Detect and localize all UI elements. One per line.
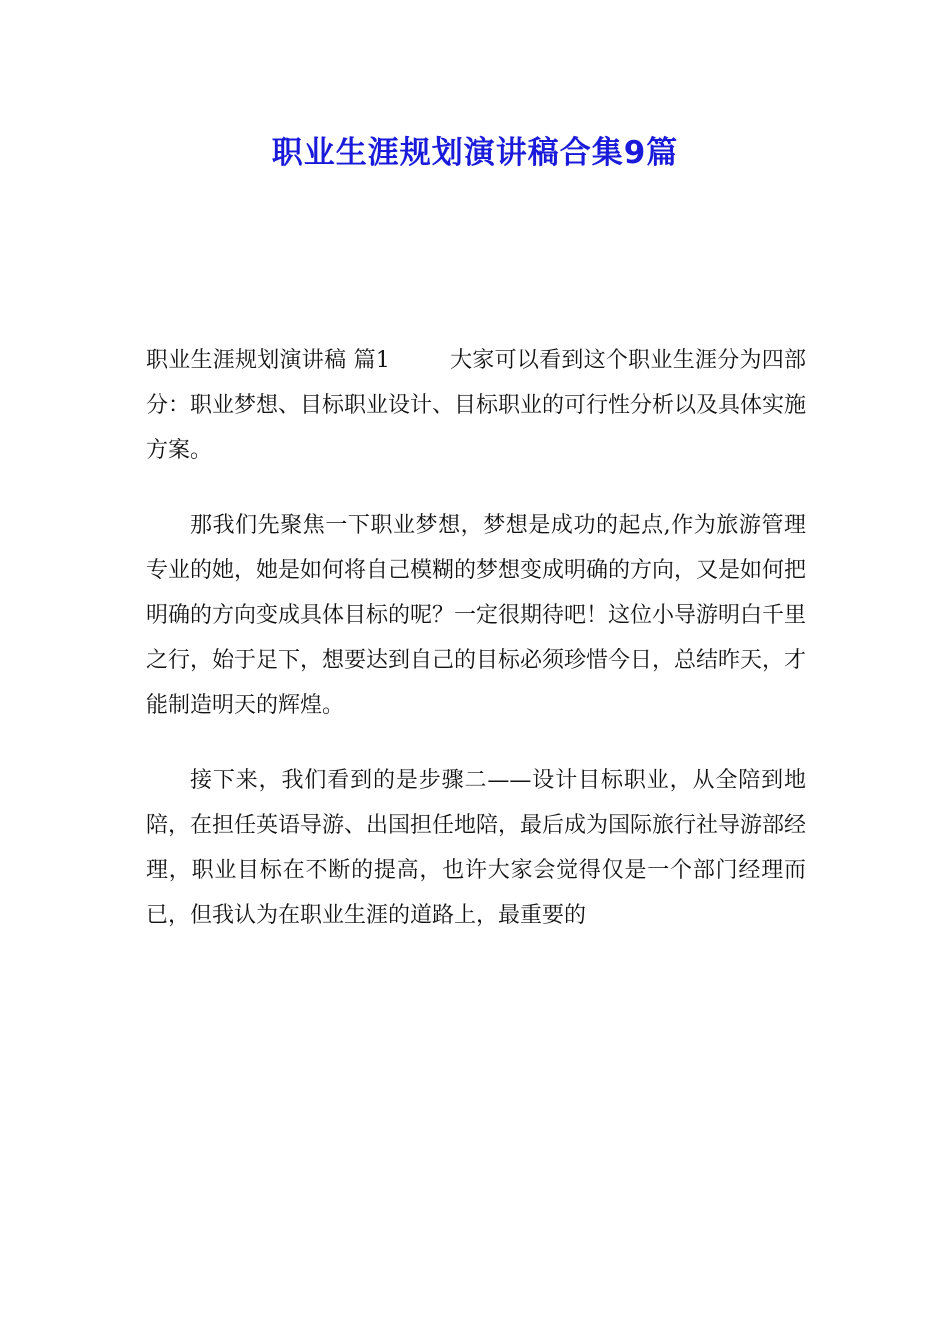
paragraph-2: 那我们先聚焦一下职业梦想，梦想是成功的起点,作为旅游管理专业的她，她是如何将自己模糊的梦想变成明确的方向，又是如何把明确的方向变成具体目标的呢？一定很期待吧！这位小导游明白千里之行，始于足下，想要达到自己的目标必须珍惜今日，总结昨天，才能制造明天的辉煌。	[146, 513, 807, 718]
document-title: 职业生涯规划演讲稿合集9篇	[271, 135, 679, 171]
document-body	[146, 338, 806, 968]
section-heading: 职业生涯规划演讲稿 篇1	[146, 348, 390, 373]
paragraph-3: 接下来，我们看到的是步骤二——设计目标职业，从全陪到地陪，在担任英语导游、出国担任地陪，最后成为国际旅行社导游部经理，职业目标在不断的提高，也许大家会觉得仅是一个部门经理而已，但我认为在职业生涯的道路上，最重要的	[146, 768, 807, 928]
paragraph-1-text: 大家可以看到这个职业生涯分为四部分：职业梦想、目标职业设计、目标职业的可行性分析以及具体实施方案。	[146, 348, 807, 463]
paragraph-1	[146, 338, 806, 473]
